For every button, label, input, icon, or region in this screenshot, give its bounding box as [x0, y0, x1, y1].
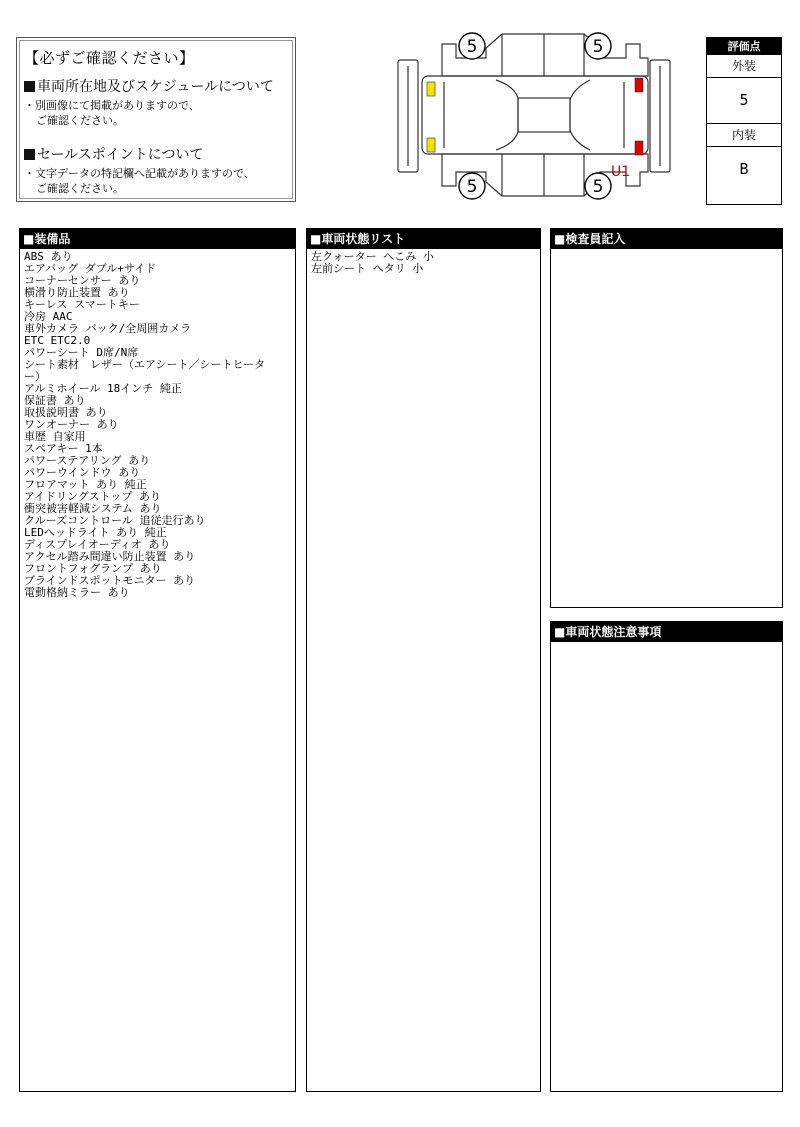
condition-item: 左前シート ヘタリ 小 — [311, 262, 424, 275]
equipment-item: ディスプレイオーディオ あり — [24, 538, 171, 551]
tire-score-front-right: 5 — [592, 37, 604, 57]
notice-box — [16, 37, 296, 202]
inspector-panel-title: ■検査員記入 — [551, 229, 782, 249]
equipment-item: パワーシート D席/N席 — [24, 346, 139, 359]
equipment-item: ワンオーナー あり — [24, 418, 119, 431]
square-bullet-icon — [24, 81, 35, 92]
equipment-panel-title: ■装備品 — [20, 229, 295, 249]
equipment-item: 取扱説明書 あり — [24, 406, 108, 419]
notice-section1-body — [24, 98, 288, 128]
equipment-item: 横滑り防止装置 あり — [24, 286, 130, 299]
red-marker-bottom — [635, 141, 643, 155]
notice-section1-line2: ご確認ください。 — [36, 114, 124, 127]
notice-section2-heading — [24, 144, 288, 164]
notice-section2-line1: ・文字データの特記欄へ記載がありますので、 — [24, 167, 255, 180]
equipment-item: パワーステアリング あり — [24, 454, 151, 467]
equipment-item: ETC ETC2.0 — [24, 334, 91, 347]
damage-code: U1 — [611, 164, 631, 180]
equipment-item: 車外カメラ バック/全周囲カメラ — [24, 322, 192, 335]
notice-inner — [19, 40, 293, 199]
equipment-item: シート素材 レザー（エアシート／シートヒータ — [24, 358, 266, 371]
equipment-item: アクセル踏み間違い防止装置 あり — [24, 550, 196, 563]
equipment-item: 保証書 あり — [24, 394, 86, 407]
equipment-item: アイドリングストップ あり — [24, 490, 161, 503]
condition-list — [307, 249, 540, 277]
condition-notes-panel — [550, 621, 783, 1092]
red-marker-top — [635, 78, 643, 92]
car-damage-diagram — [394, 30, 674, 202]
square-bullet-icon — [24, 149, 35, 160]
equipment-item: クルーズコントロール 追従走行あり — [24, 514, 206, 527]
exterior-label: 外装 — [707, 55, 781, 78]
notice-section2-line2: ご確認ください。 — [36, 182, 124, 195]
equipment-item: 冷房 AAC — [24, 310, 73, 323]
equipment-item: キーレス スマートキー — [24, 298, 140, 311]
condition-list-panel-title: ■車両状態リスト — [307, 229, 540, 249]
equipment-item: フロアマット あり 純正 — [24, 478, 147, 491]
tire-score-rear-left: 5 — [466, 177, 478, 197]
notice-section2-heading-text: セールスポイントについて — [37, 147, 204, 163]
equipment-item: エアバッグ ダブル+サイド — [24, 262, 157, 275]
condition-notes-panel-title: ■車両状態注意事項 — [551, 622, 782, 642]
equipment-item: パワーウインドウ あり — [24, 466, 141, 479]
interior-label: 内装 — [707, 123, 781, 147]
equipment-item: 衝突被害軽減システム あり — [24, 502, 162, 515]
tire-score-rear-right: 5 — [592, 177, 604, 197]
equipment-item: ブラインドスポットモニター あり — [24, 574, 196, 587]
inspector-panel — [550, 228, 783, 608]
equipment-item: アルミホイール 18インチ 純正 — [24, 382, 182, 395]
equipment-panel — [19, 228, 296, 1092]
car-top-view-body — [422, 76, 648, 154]
yellow-marker-top — [427, 82, 435, 96]
equipment-item: スペアキー 1本 — [24, 442, 103, 455]
notice-section1-line1: ・別画像にて掲載がありますので、 — [24, 99, 200, 112]
equipment-item: 車歴 自家用 — [24, 430, 86, 443]
tire-score-front-left: 5 — [466, 37, 478, 57]
interior-value: B — [739, 160, 749, 178]
notice-section1-heading — [24, 76, 288, 96]
notice-section1-heading-text: 車両所在地及びスケジュールについて — [37, 79, 274, 95]
exterior-value: 5 — [739, 91, 749, 109]
equipment-item: フロントフォグランプ あり — [24, 562, 162, 575]
condition-list-panel — [306, 228, 541, 1092]
condition-item: 左クォーター へこみ 小 — [311, 250, 434, 263]
equipment-list — [20, 249, 295, 601]
yellow-marker-bottom — [427, 138, 435, 152]
equipment-item: ー） — [24, 370, 46, 383]
rating-box — [706, 37, 782, 205]
equipment-item: 電動格納ミラー あり — [24, 586, 130, 599]
rating-header: 評価点 — [707, 38, 781, 55]
notice-title: 【必ずご確認ください】 — [24, 49, 195, 67]
equipment-item: ABS あり — [24, 250, 73, 263]
equipment-item: LEDヘッドライト あり 純正 — [24, 526, 167, 539]
equipment-item: コーナーセンサー あり — [24, 274, 141, 287]
notice-section2-body — [24, 166, 288, 196]
